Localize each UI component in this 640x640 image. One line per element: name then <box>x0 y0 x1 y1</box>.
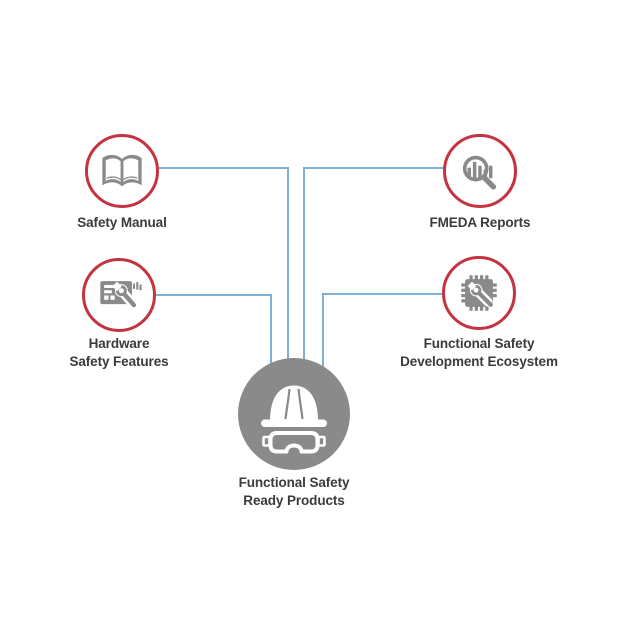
node-label-hardware-safety-features <box>19 335 219 371</box>
node-label-safety-manual <box>22 214 222 232</box>
label-line: Safety Features <box>69 354 169 369</box>
label-line: Functional Safety <box>423 336 535 351</box>
node-development-ecosystem <box>442 256 516 330</box>
bar-chart-magnifier-icon <box>457 148 503 194</box>
label-line: Safety Manual <box>77 215 167 230</box>
label-line: Functional Safety <box>238 475 350 490</box>
node-hardware-safety-features <box>82 258 156 332</box>
node-safety-manual <box>85 134 159 208</box>
node-label-development-ecosystem <box>369 335 589 371</box>
open-book-icon <box>99 148 145 194</box>
control-panel-wrench-icon <box>96 272 142 318</box>
node-fmeda-reports <box>443 134 517 208</box>
label-line: Development Ecosystem <box>400 354 558 369</box>
label-line: Ready Products <box>243 493 345 508</box>
center-node-label <box>194 474 394 510</box>
node-label-fmeda-reports <box>380 214 580 232</box>
label-line: FMEDA Reports <box>429 215 531 230</box>
label-line: Hardware <box>88 336 150 351</box>
hard-hat-goggles-icon <box>238 358 350 470</box>
microchip-wrench-icon <box>456 270 502 316</box>
center-node-functional-safety-ready-products <box>238 358 350 470</box>
